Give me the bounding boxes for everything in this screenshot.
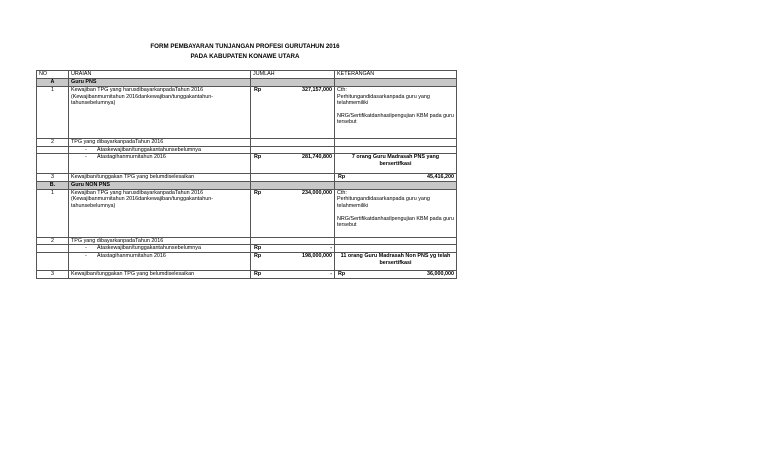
header-jumlah: JUMLAH	[251, 71, 335, 79]
header-keterangan: KETERANGAN	[335, 71, 457, 79]
header-row	[37, 71, 457, 79]
ket-line: NRG/Sertifikatdanhasilpengujian KBM pada guru tersebut	[337, 112, 454, 126]
table-row	[37, 87, 457, 139]
amount-value: 234,000,000	[302, 189, 332, 196]
table-row	[37, 245, 457, 253]
ket-line: Cth:	[337, 189, 347, 196]
row-jumlah: Rp 198,000,000	[251, 252, 335, 270]
table-row	[37, 189, 457, 237]
header-no: NO	[37, 71, 69, 79]
sub-item: - Ataskewajiban/tunggakantahunsebelumnya	[69, 146, 251, 154]
row-keterangan	[335, 189, 457, 237]
row-jumlah: Rp 234,000,000	[251, 189, 335, 237]
table-row	[37, 146, 457, 154]
row-keterangan: Rp 45,416,200	[335, 174, 457, 182]
amount-value: 198,000,000	[302, 252, 332, 259]
table-row	[37, 154, 457, 174]
row-keterangan: 7 orang Guru Madrasah PNS yang bersertifkasi	[335, 154, 457, 174]
row-keterangan: Rp 36,000,000	[335, 270, 457, 278]
amount-value: -	[330, 270, 332, 277]
table-row	[37, 252, 457, 270]
form-title: FORM PEMBAYARAN TUNJANGAN PROFESI GURUTAHUN 2016	[150, 43, 340, 50]
sub-item: - Ataskewajiban/tunggakantahunsebelumnya	[69, 245, 251, 253]
row-uraian: Kewajiban TPG yang harusdibayarkanpadaTahun 2016 (Kewajibanmurnitahun 2016dankewajiban/tunggakantahun-tahunsebelumnya)	[69, 87, 251, 139]
table-row	[37, 237, 457, 245]
row-no: 2	[37, 139, 69, 147]
table-row	[37, 270, 457, 278]
row-jumlah: Rp -	[251, 245, 335, 253]
row-no: 1	[37, 189, 69, 237]
row-jumlah: Rp 281,740,800	[251, 154, 335, 174]
row-jumlah	[251, 87, 335, 139]
table-row	[37, 139, 457, 147]
ket-line: Cth:	[337, 87, 347, 93]
amount-value: 45,416,200	[427, 174, 454, 181]
row-uraian: Kewajiban/tunggakan TPG yang belumdiselesaikan	[69, 174, 251, 182]
row-no: 3	[37, 270, 69, 278]
row-uraian: Kewajiban TPG yang harusdibayarkanpadaTahun 2016 (Kewajibanmurnitahun 2016dankewajiban/tunggakantahun-tahunsebelumnya)	[69, 189, 251, 237]
section-row-b	[37, 181, 457, 189]
section-name: Guru PNS	[69, 79, 251, 87]
row-uraian: TPG yang dibayarkanpadaTahun 2016	[69, 139, 251, 147]
table-row	[37, 174, 457, 182]
amount-value: 36,000,000	[427, 270, 454, 277]
header-uraian: URAIAN	[69, 71, 251, 79]
ket-line: Perhitungandidasarkanpada guru yang telahmemiliki	[337, 196, 430, 209]
amount-value: -	[330, 245, 332, 252]
sub-item: - Atastagihanmurnitahun 2016	[69, 252, 251, 270]
form-subtitle: PADA KABUPATEN KONAWE UTARA	[190, 53, 300, 60]
row-uraian: Kewajiban/tunggakan TPG yang belumdiselesaikan	[69, 270, 251, 278]
section-row-a	[37, 79, 457, 87]
ket-line: NRG/Sertifikatdanhasilpengujian KBM pada guru tersebut	[337, 215, 454, 229]
row-jumlah: Rp -	[251, 270, 335, 278]
sub-item: - Atastagihanmurnitahun 2016	[69, 154, 251, 174]
row-keterangan: 11 orang Guru Madrasah Non PNS yg telah bersertifkasi	[335, 252, 457, 270]
section-label: B.	[37, 181, 69, 189]
row-uraian: TPG yang dibayarkanpadaTahun 2016	[69, 237, 251, 245]
ket-line: Perhitungandidasarkanpada guru yang telahmemiliki	[337, 93, 430, 107]
row-no: 3	[37, 174, 69, 182]
row-no: 2	[37, 237, 69, 245]
row-keterangan	[335, 87, 457, 139]
section-label: A	[37, 79, 69, 87]
row-no: 1	[37, 87, 69, 139]
rp-label: Rp	[254, 87, 262, 93]
section-name: Guru NON PNS	[69, 181, 251, 189]
amount-value: 327,157,000	[302, 87, 332, 93]
amount-value: 281,740,800	[302, 154, 332, 161]
payment-form-table	[36, 70, 457, 279]
